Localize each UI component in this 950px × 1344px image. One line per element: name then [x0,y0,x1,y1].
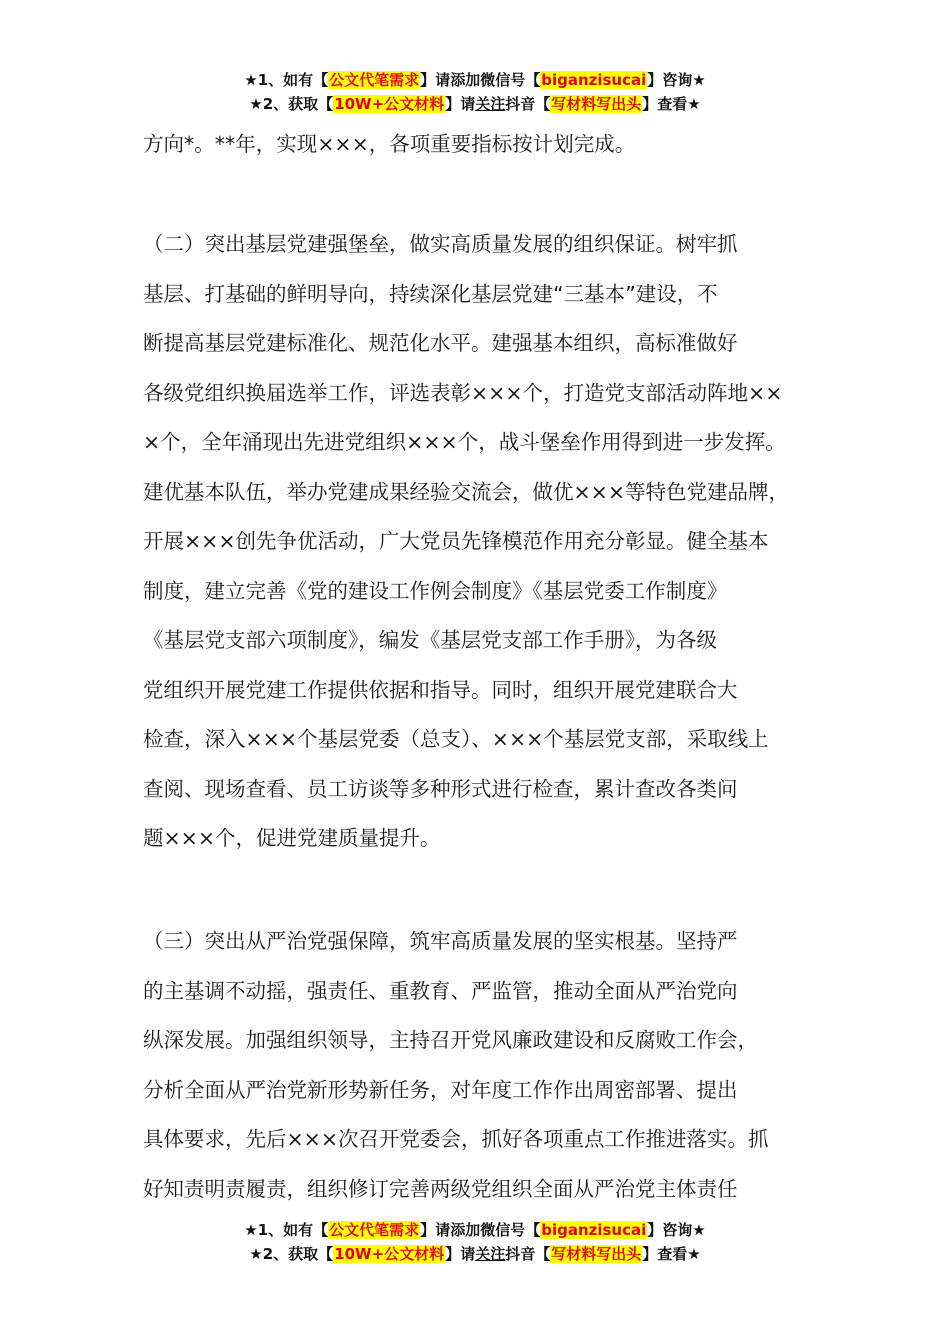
promo-text: ★2、获取【 [249,95,334,113]
text-line: 开展×××创先争优活动，广大党员先锋模范作用充分彰显。健全基本 [143,529,769,553]
promo-highlight: 公文代笔需求 [329,1221,420,1239]
paragraph-section-2 [143,220,813,864]
text-line: 《基层党支部六项制度》，编发《基层党支部工作手册》，为各级 [143,628,717,652]
footer-promo-banner [0,1218,950,1266]
promo-highlight: biganzisucai [541,71,647,89]
text-line: 题×××个，促进党建质量提升。 [143,826,441,850]
text-line: 断提高基层党建标准化、规范化水平。建强基本组织，高标准做好 [143,331,738,355]
paragraph-section-3 [143,917,813,1214]
promo-text: 】请 [445,1245,476,1263]
promo-highlight: 10W+公文材料 [334,95,445,113]
text-line: 分析全面从严治党新形势新任务，对年度工作作出周密部署、提出 [143,1077,738,1102]
promo-highlight: 写材料写出头 [551,1245,642,1263]
promo-text: 】查看★ [642,1245,701,1263]
promo-highlight: 10W+公文材料 [334,1245,445,1263]
text-line: 各级党组织换届选举工作，评选表彰×××个，打造党支部活动阵地×× [143,380,783,405]
text-line: （二）突出基层党建强堡垒，做实高质量发展的组织保证。树牢抓 [143,232,738,256]
text-line: 基层、打基础的鲜明导向，持续深化基层党建“三基本”建设，不 [143,281,718,306]
promo-text: 抖音【 [505,1245,551,1263]
promo-text: 】查看★ [642,95,701,113]
promo-line-2 [0,1242,950,1266]
text-line: 制度，建立完善《党的建设工作例会制度》《基层党委工作制度》 [143,578,728,603]
promo-highlight: biganzisucai [541,1221,647,1239]
promo-line-2 [0,92,950,116]
promo-text: 微信号【 [480,1221,541,1239]
promo-text: 微信号【 [480,71,541,89]
header-promo-banner [0,68,950,116]
promo-text: 】请 [420,1221,451,1239]
text-line: 好知责明责履责，组织修订完善两级党组织全面从严治党主体责任 [143,1176,738,1201]
text-line: 检查，深入×××个基层党委（总支）、×××个基层党支部，采取线上 [143,727,769,751]
promo-highlight: 公文代笔需求 [329,71,420,89]
text-line: 党组织开展党建工作提供依据和指导。同时，组织开展党建联合大 [143,677,738,702]
promo-text: ★2、获取【 [249,1245,334,1263]
promo-emphasis: 关注 [475,1245,506,1263]
text-line: 纵深发展。加强组织领导，主持召开党风廉政建设和反腐败工作会， [143,1028,758,1052]
promo-emphasis: 关注 [475,95,506,113]
promo-emphasis: 添加 [450,1221,481,1239]
promo-line-1 [0,1218,950,1242]
promo-line-1 [0,68,950,92]
promo-highlight: 写材料写出头 [551,95,642,113]
promo-text: 抖音【 [505,95,551,113]
text-line: 的主基调不动摇，强责任、重教育、严监管，推动全面从严治党向 [143,978,738,1003]
text-line: 具体要求，先后×××次召开党委会，抓好各项重点工作推进落实。抓 [143,1127,769,1151]
text-line: ×个，全年涌现出先进党组织×××个，战斗堡垒作用得到进一步发挥。 [143,430,786,454]
paragraph-fragment [143,120,813,170]
promo-emphasis: 添加 [450,71,481,89]
promo-text: 】请 [445,95,476,113]
promo-text: ★1、如有【 [244,71,329,89]
promo-text: 】咨询★ [647,71,706,89]
text-line: 建优基本队伍，举办党建成果经验交流会，做优×××等特色党建品牌， [143,479,790,504]
text-line: 方向*。**年，实现×××，各项重要指标按计划完成。 [143,132,636,156]
text-line: 查阅、现场查看、员工访谈等多种形式进行检查，累计查改各类问 [143,776,738,801]
text-line: （三）突出从严治党强保障，筑牢高质量发展的坚实根基。坚持严 [143,929,738,953]
promo-text: 】请 [420,71,451,89]
promo-text: 】咨询★ [647,1221,706,1239]
promo-text: ★1、如有【 [244,1221,329,1239]
